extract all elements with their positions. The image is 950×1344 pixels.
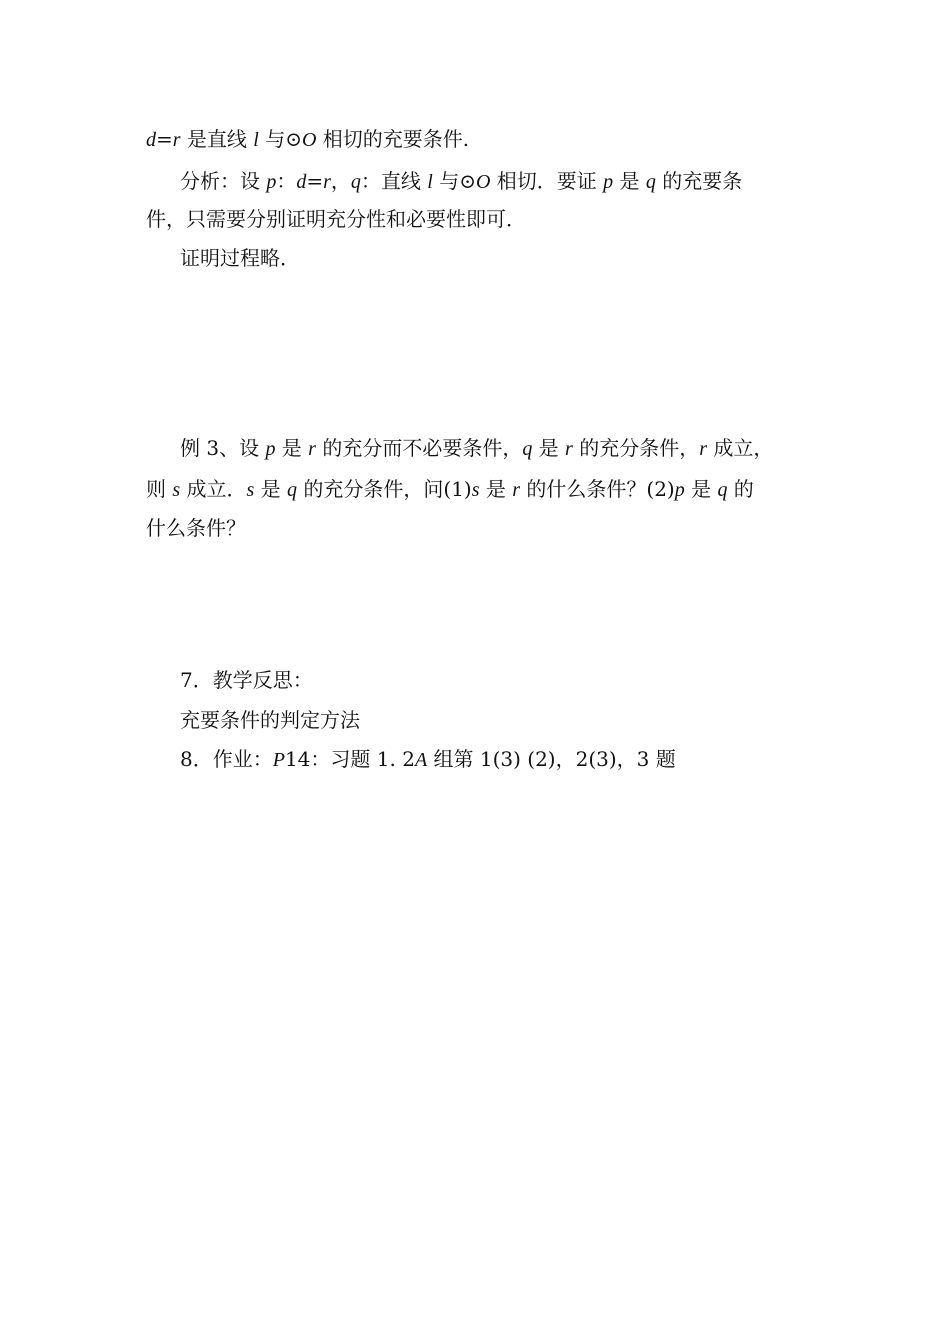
analysis-line-2: 件，只需要分别证明充分性和必要性即可．: [146, 207, 526, 231]
reflection-content: 充要条件的判定方法: [180, 708, 360, 732]
example-3-line-3: 什么条件？: [146, 516, 246, 540]
homework-line: 8．作业：P14：习题 1. 2A 组第 1(3) (2)，2(3)，3 题: [180, 747, 676, 771]
theorem-statement-line: d=r 是直线 l 与⊙O 相切的充要条件.: [146, 127, 470, 151]
example-3-line-2: 则 s 成立．s 是 q 的充分条件，问(1)s 是 r 的什么条件？(2)p 是 q 的: [146, 477, 754, 501]
proof-note: 证明过程略．: [180, 246, 300, 270]
analysis-line-1: 分析：设 p：d=r，q：直线 l 与⊙O 相切．要证 p 是 q 的充要条: [180, 169, 743, 193]
reflection-heading: 7．教学反思：: [180, 668, 313, 692]
example-3-line-1: 例 3、设 p 是 r 的充分而不必要条件，q 是 r 的充分条件，r 成立，: [180, 436, 774, 460]
